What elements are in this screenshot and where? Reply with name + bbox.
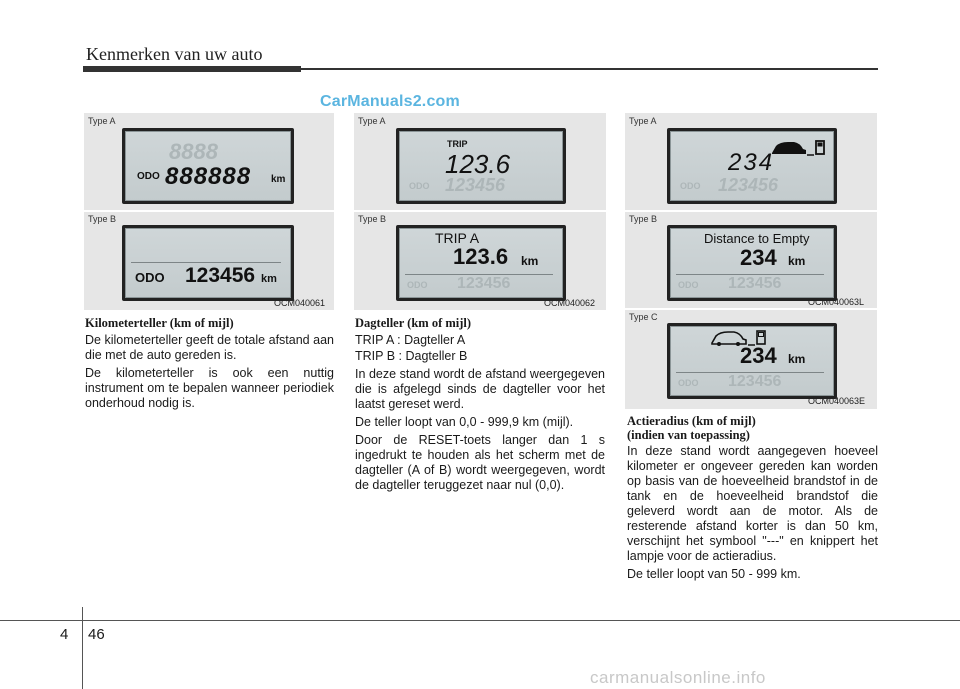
panel-divider [84, 210, 334, 212]
odo-unit: km [261, 273, 277, 285]
column-range-text [627, 414, 878, 585]
chapter-number: 4 [60, 626, 69, 643]
figure-code: OCM040063L [808, 297, 865, 307]
odo-value: 888888 [165, 163, 252, 190]
lcd-separator [131, 262, 281, 263]
type-b-label: Type B [358, 214, 387, 224]
figure-odometer [84, 113, 334, 310]
panel-divider [625, 308, 877, 310]
ghost-odo-value: 123456 [728, 373, 782, 390]
odo-unit: km [271, 174, 286, 185]
paragraph: De teller loopt van 0,0 - 999,9 km (mijl). [355, 415, 574, 429]
type-c-label: Type C [629, 312, 658, 322]
lcd-ghost-digits: 8888 [169, 139, 218, 164]
heading-range-line1: Actieradius (km of mijl) [627, 414, 756, 428]
car-fuel-icon [770, 137, 828, 159]
trip-value: 123.6 [453, 244, 509, 269]
type-b-label: Type B [629, 214, 658, 224]
paragraph: De kilometerteller is ook een nuttig instrument om te bepalen wanneer periodiek onderhoud nodig is. [85, 366, 334, 410]
header-rule [83, 68, 878, 70]
paragraph: In deze stand wordt de afstand weergegeven die is afgelegd sinds de dagteller voor het laatst gereset werd. [355, 367, 605, 411]
ghost-odo-label: ODO [409, 181, 430, 191]
trip-a-line: TRIP A : Dagteller A [355, 333, 466, 347]
figure-trip [354, 113, 606, 310]
ghost-odo-value: 123456 [728, 275, 782, 292]
type-a-label: Type A [629, 116, 657, 126]
figure-code: OCM040061 [274, 298, 326, 308]
range-unit: km [788, 352, 806, 366]
footer-divider [82, 607, 83, 689]
type-b-label: Type B [88, 214, 117, 224]
ghost-odo-label: ODO [407, 280, 428, 290]
odo-value: 123456 [185, 264, 256, 287]
figure-code: OCM040062 [544, 298, 596, 308]
page-number: 46 [88, 626, 105, 643]
range-value: 234 [740, 245, 777, 270]
distance-to-empty-label: Distance to Empty [704, 231, 810, 246]
type-a-label: Type A [88, 116, 116, 126]
range-value: 234 [728, 149, 775, 176]
paragraph: De kilometerteller geeft de totale afstand aan die met de auto gereden is. [85, 333, 334, 362]
ghost-odo-label: ODO [680, 181, 701, 191]
ghost-odo-label: ODO [678, 280, 699, 290]
watermark-bottom: carmanualsonline.info [590, 668, 766, 687]
trip-unit: km [521, 254, 539, 268]
heading-range-line2: (indien van toepassing) [627, 428, 750, 442]
odo-label: ODO [135, 270, 165, 285]
lcd-odo-type-b [122, 225, 294, 301]
ghost-odo-value: 123456 [718, 175, 779, 195]
trip-label: TRIP A [435, 230, 480, 246]
watermark-top: CarManuals2.com [320, 93, 460, 110]
type-a-label: Type A [358, 116, 386, 126]
paragraph: De teller loopt van 50 - 999 km. [627, 567, 801, 581]
lcd-range-type-a [667, 128, 837, 204]
range-unit: km [788, 254, 806, 268]
lcd-trip-type-b [396, 225, 566, 301]
trip-b-line: TRIP B : Dagteller B [355, 349, 468, 363]
ghost-odo-value: 123456 [445, 175, 506, 195]
column-trip-text [355, 316, 605, 496]
paragraph: In deze stand wordt aangegeven hoeveel kilometer er ongeveer gereden kan worden op basis van de hoeveelheid brandstof in de tank en de hoeveelheid brandstof die geleverd wordt aan de motor. Als de resterende afstand korter is dan 50 km, verschijnt het symbool "---" en knippert het lampje voor de actieradius. [627, 444, 878, 563]
footer-rule [0, 620, 960, 621]
lcd-trip-type-a [396, 128, 566, 204]
lcd-range-type-c [667, 323, 837, 399]
paragraph: Door de RESET-toets langer dan 1 s ingedrukt te houden als het scherm met de dagteller (A of B) wordt weergegeven, wordt de dagteller teruggezet naar nul (0,0). [355, 433, 605, 492]
range-value: 234 [740, 343, 777, 368]
ghost-odo-value: 123456 [457, 275, 511, 292]
column-odometer-text [85, 316, 334, 414]
lcd-odo-type-a [122, 128, 294, 204]
figure-code: OCM040063E [808, 396, 866, 406]
panel-divider [354, 210, 606, 212]
figure-range [625, 113, 877, 409]
heading-range [627, 414, 878, 442]
ghost-odo-label: ODO [678, 378, 699, 388]
odo-label: ODO [137, 171, 160, 182]
trip-value: 123.6 [445, 149, 511, 179]
section-title: Kenmerken van uw auto [86, 44, 263, 64]
panel-divider [625, 210, 877, 212]
lcd-range-type-b [667, 225, 837, 301]
trip-label: TRIP [447, 139, 468, 149]
heading-trip: Dagteller (km of mijl) [355, 316, 472, 330]
heading-odometer: Kilometerteller (km of mijl) [85, 316, 234, 330]
